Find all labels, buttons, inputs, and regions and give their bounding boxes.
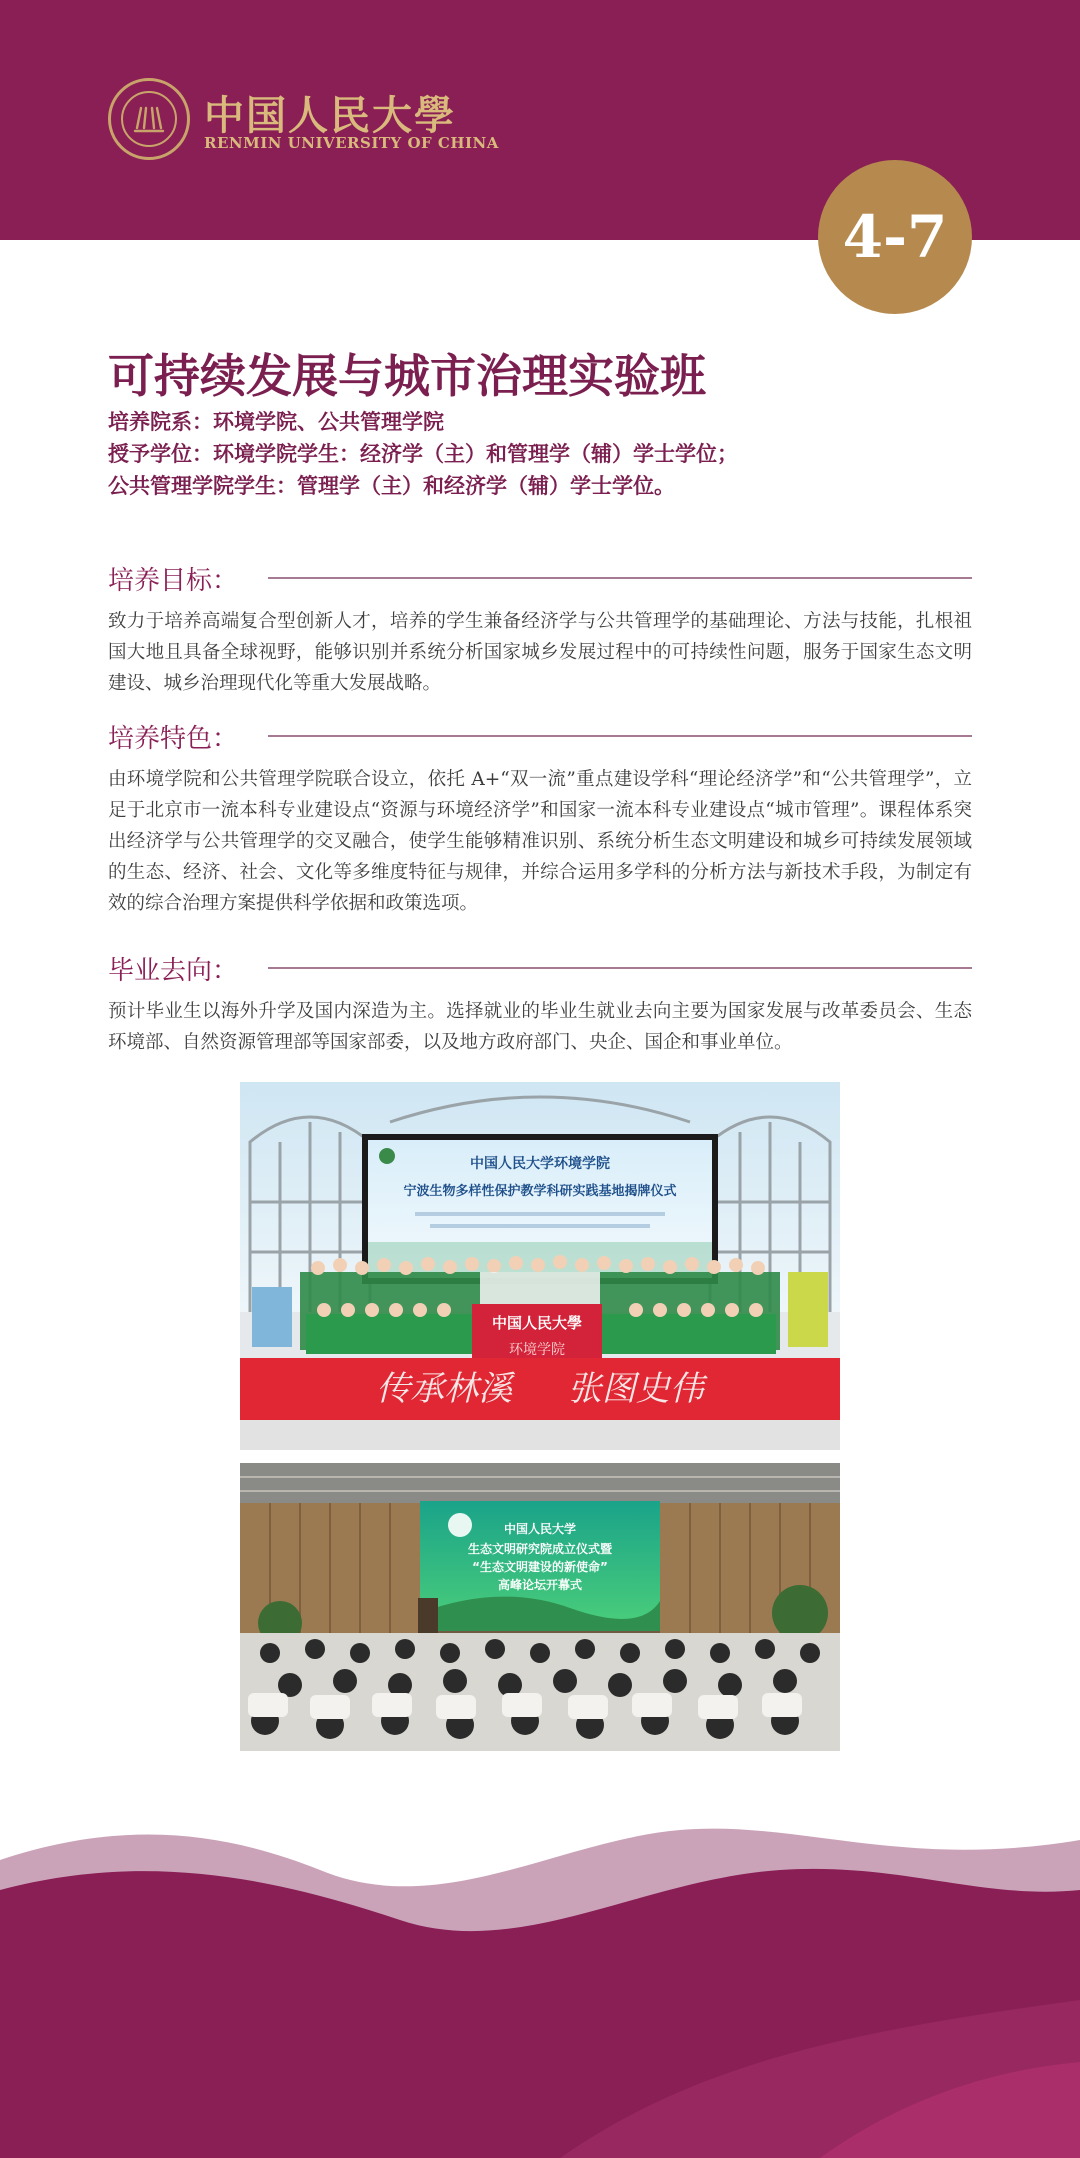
svg-text:宁波生物多样性保护教学科研实践基地揭牌仪式: 宁波生物多样性保护教学科研实践基地揭牌仪式: [403, 1184, 677, 1199]
section-goal: [108, 558, 972, 699]
section-divider: [268, 577, 972, 579]
meta-degree-public-admin: 公共管理学院学生：管理学（主）和经济学（辅）学士学位。: [108, 473, 675, 498]
section-divider: [268, 967, 972, 969]
logo-english-name: RENMIN UNIVERSITY OF CHINA: [204, 134, 499, 152]
section-career-title: 毕业去向：: [108, 955, 239, 986]
program-title: 可持续发展与城市治理实验班: [108, 349, 706, 403]
university-logo[interactable]: [108, 78, 499, 164]
svg-text:“生态文明建设的新使命”: “生态文明建设的新使命”: [472, 1560, 608, 1574]
section-career-body: 预计毕业生以海外升学及国内深造为主。选择就业的毕业生就业去向主要为国家发展与改革委员会、生态环境部、自然资源管理部等国家部委，以及地方政府部门、央企、国企和事业单位。: [108, 1001, 972, 1053]
section-divider: [268, 735, 972, 737]
program-meta: [108, 406, 988, 502]
logo-chinese-name: 中国人民大學: [204, 92, 456, 139]
decorative-waves: [0, 1800, 1080, 2158]
section-features: [108, 716, 972, 919]
svg-text:传承林溪 张图史伟: 传承林溪 张图史伟: [376, 1369, 704, 1409]
meta-degree: 授予学位：环境学院学生：经济学（主）和管理学（辅）学士学位；: [108, 441, 738, 466]
section-features-title: 培养特色：: [108, 723, 239, 754]
section-career: [108, 948, 972, 1058]
university-seal-icon: [108, 78, 190, 160]
svg-text:高峰论坛开幕式: 高峰论坛开幕式: [497, 1578, 583, 1592]
section-features-body: 由环境学院和公共管理学院联合设立，依托 A+“双一流”重点建设学科“理论经济学”和“公共管理学”，立足于北京市一流本科专业建设点“资源与环境经济学”和国家一流本科专业建设点“城市管理”。课程体系突出经济学与公共管理学的交叉融合，使学生能够精准识别、系统分析生态文明建设和城乡可持续发展领域的生态、经济、社会、文化等多维度特征与规律，并综合运用多学科的分析方法与新技术手段，为制定有效的综合治理方案提供科学依据和政策选项。: [108, 769, 972, 914]
svg-text:中国人民大学: 中国人民大学: [503, 1522, 577, 1536]
page-number-badge: 4-7: [818, 160, 972, 314]
forum-opening-photo[interactable]: [240, 1463, 840, 1751]
section-goal-title: 培养目标：: [108, 565, 239, 596]
svg-text:环境学院: 环境学院: [509, 1342, 565, 1358]
svg-text:中国人民大学环境学院: 中国人民大学环境学院: [470, 1156, 610, 1172]
meta-schools: 培养院系：环境学院、公共管理学院: [108, 409, 444, 434]
section-goal-body: 致力于培养高端复合型创新人才，培养的学生兼备经济学与公共管理学的基础理论、方法与技能，扎根祖国大地且具备全球视野，能够识别并系统分析国家城乡发展过程中的可持续性问题，服务于国家生态文明建设、城乡治理现代化等重大发展战略。: [108, 611, 972, 694]
svg-text:生态文明研究院成立仪式暨: 生态文明研究院成立仪式暨: [467, 1542, 613, 1556]
svg-text:中国人民大學: 中国人民大學: [491, 1314, 583, 1332]
ceremony-group-photo[interactable]: [240, 1082, 840, 1450]
